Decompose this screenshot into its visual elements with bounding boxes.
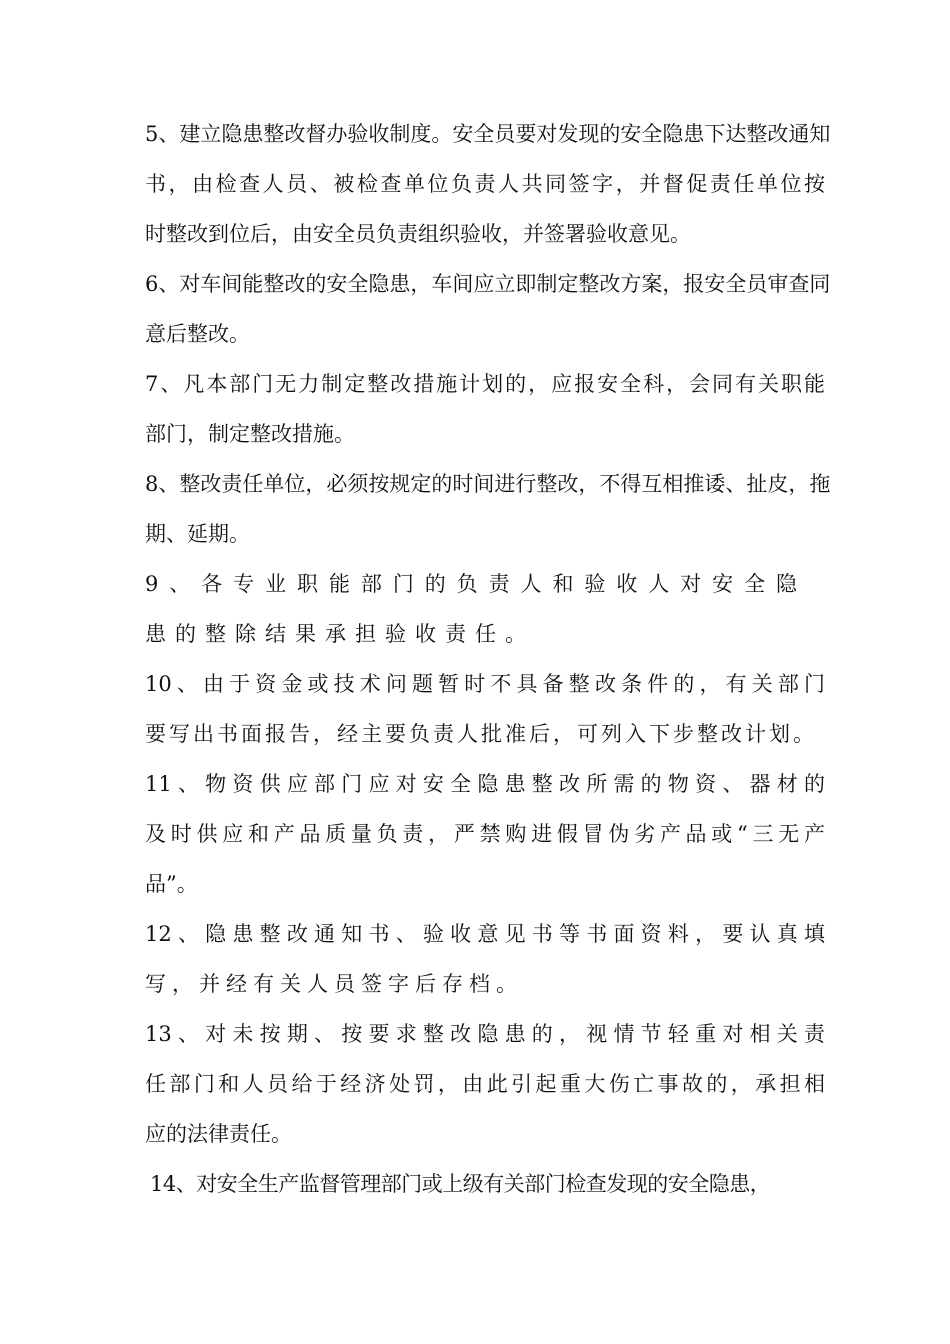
text-line: 书，由检查人员、被检查单位负责人共同签字，并督促责任单位按 [145,172,825,196]
text-line: 要写出书面报告，经主要负责人批准后，可列入下步整改计划。 [145,722,817,746]
text-line: 期、延期。 [145,522,250,546]
text-line: 13、对未按期、按要求整改隐患的，视情节轻重对相关责 [145,1022,825,1046]
text-line: 9、各专业职能部门的负责人和验收人对安全隐 [145,572,797,596]
text-line: 11、物资供应部门应对安全隐患整改所需的物资、器材的 [145,772,825,796]
text-line: 时整改到位后，由安全员负责组织验收，并签署验收意见。 [145,222,691,246]
text-line: 12、隐患整改通知书、验收意见书等书面资料，要认真填 [145,922,825,946]
text-line: 写，并经有关人员签字后存档。 [145,972,523,996]
text-line: 10、由于资金或技术问题暂时不具备整改条件的，有关部门 [145,672,825,696]
text-line: 部门，制定整改措施。 [145,422,355,446]
text-line: 任部门和人员给于经济处罚，由此引起重大伤亡事故的，承担相 [145,1072,825,1096]
text-line: 8、整改责任单位，必须按规定的时间进行整改，不得互相推诿、扯皮，拖 [145,472,831,496]
text-line: 及时供应和产品质量负责，严禁购进假冒伪劣产品或“三无产 [145,822,825,846]
text-line: 意后整改。 [145,322,250,346]
text-line: 品”。 [145,872,198,896]
text-line: 应的法律责任。 [145,1122,292,1146]
text-line: 7、凡本部门无力制定整改措施计划的，应报安全科，会同有关职能 [145,372,825,396]
text-line: 6、对车间能整改的安全隐患，车间应立即制定整改方案，报安全员审查同 [145,272,831,296]
text-line: 患的整除结果承担验收责任。 [145,622,535,646]
text-line: 14、对安全生产监督管理部门或上级有关部门检查发现的安全隐患， [150,1172,771,1196]
text-line: 5、建立隐患整改督办验收制度。安全员要对发现的安全隐患下达整改通知 [145,122,831,146]
